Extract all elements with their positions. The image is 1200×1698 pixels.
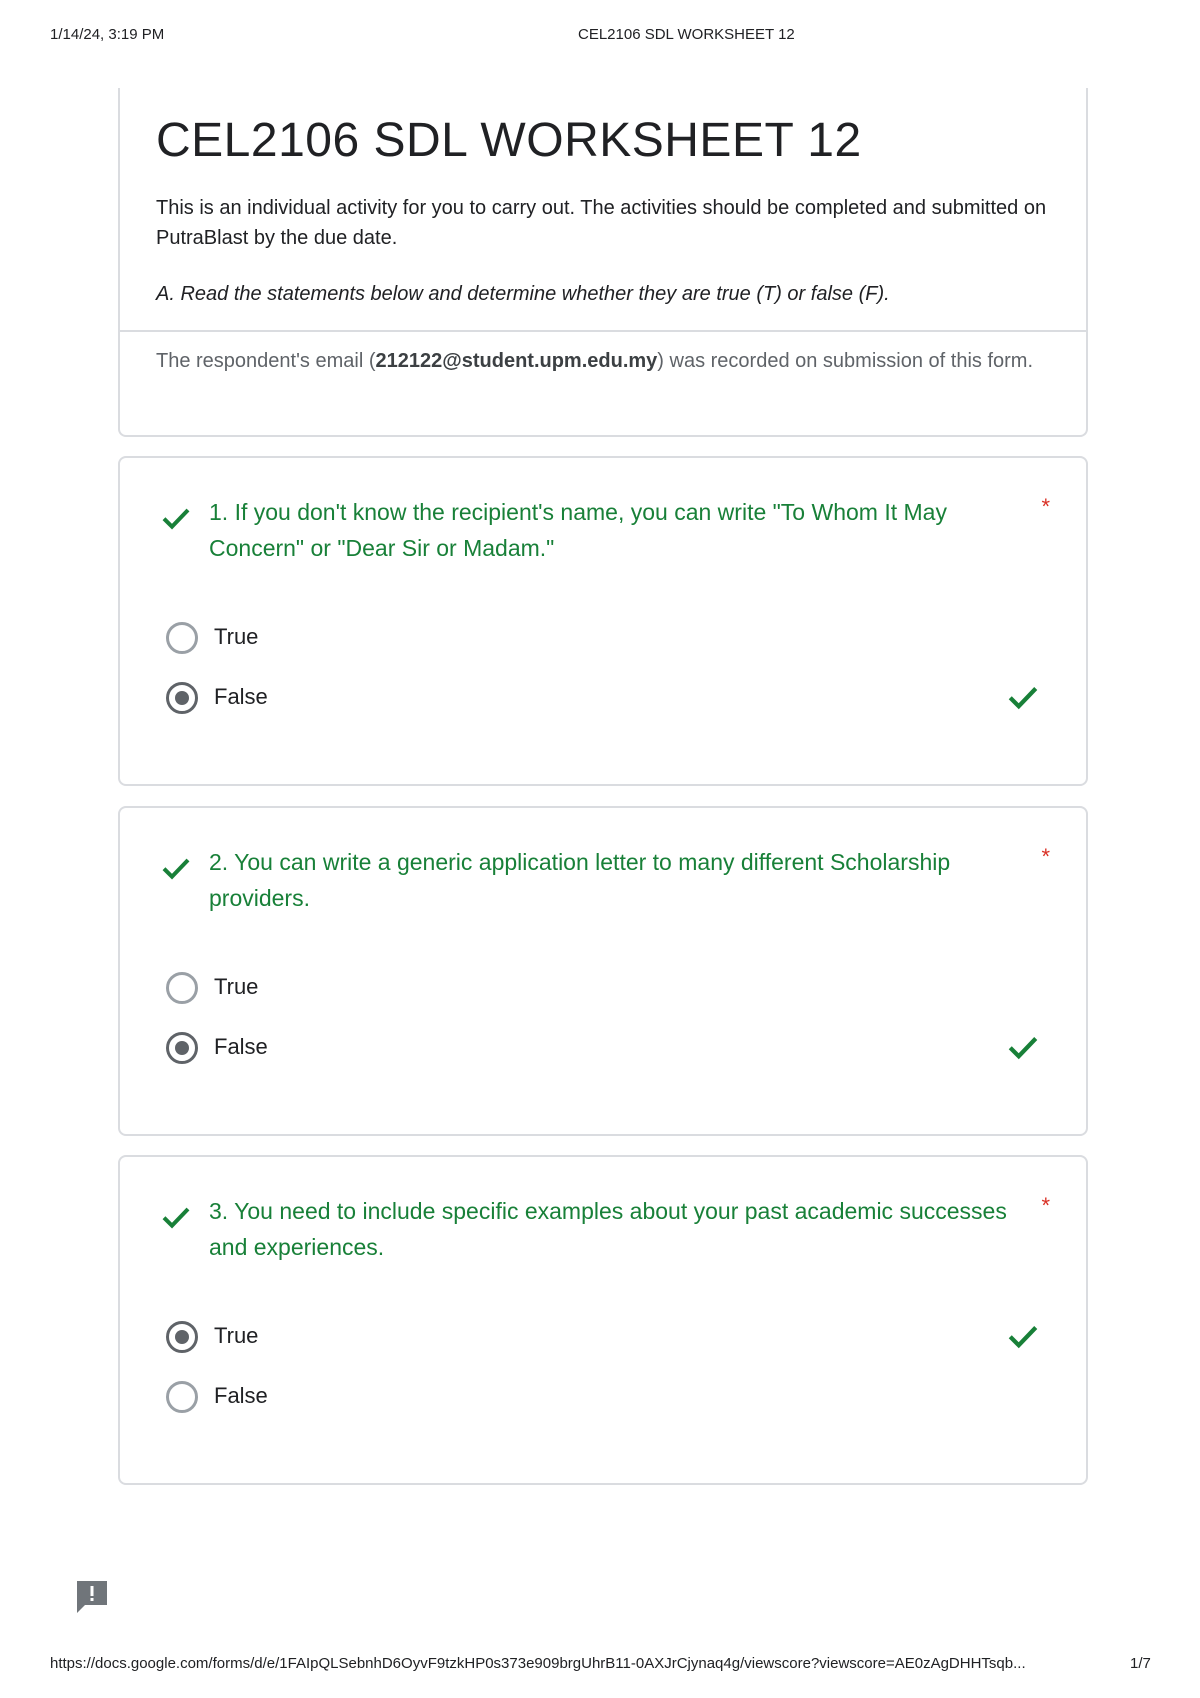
radio-selected[interactable]: [166, 1321, 198, 1353]
correct-answer-check-icon: [1006, 1319, 1040, 1353]
print-page-number: 1/7: [1130, 1655, 1151, 1672]
form-title: CEL2106 SDL WORKSHEET 12: [156, 114, 862, 167]
required-asterisk: *: [1041, 494, 1050, 519]
option-true[interactable]: [166, 970, 1046, 1006]
option-true[interactable]: [166, 620, 1046, 656]
required-asterisk: *: [1041, 844, 1050, 869]
option-false[interactable]: [166, 1030, 1046, 1066]
radio-unselected[interactable]: [166, 622, 198, 654]
form-description: This is an individual activity for you to carry out. The activities should be completed and submitted on PutraBlast by the due date.: [156, 197, 1047, 249]
option-false[interactable]: [166, 1379, 1046, 1415]
question-text: 3. You need to include specific examples about your past academic successes and experiences.: [209, 1198, 1007, 1260]
respondent-email: 212122@student.upm.edu.my: [375, 350, 658, 372]
radio-selected[interactable]: [166, 1032, 198, 1064]
form-instruction: A. Read the statements below and determine whether they are true (T) or false (F).: [156, 283, 890, 305]
form-header-card: [118, 88, 1088, 437]
header-divider: [120, 330, 1086, 332]
option-false[interactable]: [166, 680, 1046, 716]
email-note-suffix: ) was recorded on submission of this form.: [657, 350, 1033, 372]
print-url: https://docs.google.com/forms/d/e/1FAIpQLSebnhD6OyvF9tzkHP0s373e909brgUhrB11-0AXJrCjynaq4g/viewscore?viewscore=AE0zAgDHHTsqb...: [50, 1655, 1026, 1672]
print-date: 1/14/24, 3:19 PM: [50, 26, 165, 43]
email-note-prefix: The respondent's email (: [156, 350, 376, 372]
correct-answer-check-icon: [1006, 1030, 1040, 1064]
question-card-1: [118, 456, 1088, 786]
correct-answer-check-icon: [1006, 680, 1040, 714]
print-doc-title: CEL2106 SDL WORKSHEET 12: [578, 26, 795, 43]
question-correct-check-icon: [160, 852, 192, 884]
option-label: True: [214, 1323, 259, 1348]
respondent-email-note: [156, 346, 1066, 376]
option-label: False: [214, 1034, 268, 1059]
radio-unselected[interactable]: [166, 1381, 198, 1413]
option-label: False: [214, 684, 268, 709]
question-card-2: [118, 806, 1088, 1136]
print-header: [0, 26, 1200, 50]
question-correct-check-icon: [160, 502, 192, 534]
question-text: 2. You can write a generic application letter to many different Scholarship providers.: [209, 849, 951, 911]
option-label: False: [214, 1383, 268, 1408]
option-true[interactable]: [166, 1319, 1046, 1355]
question-correct-check-icon: [160, 1201, 192, 1233]
required-asterisk: *: [1041, 1193, 1050, 1218]
feedback-icon[interactable]: [76, 1580, 108, 1614]
question-text: 1. If you don't know the recipient's name, you can write "To Whom It May Concern" or "Dear Sir or Madam.": [209, 499, 947, 561]
radio-selected[interactable]: [166, 682, 198, 714]
print-footer: [0, 1655, 1200, 1679]
option-label: True: [214, 624, 259, 649]
radio-unselected[interactable]: [166, 972, 198, 1004]
question-card-3: [118, 1155, 1088, 1485]
option-label: True: [214, 974, 259, 999]
